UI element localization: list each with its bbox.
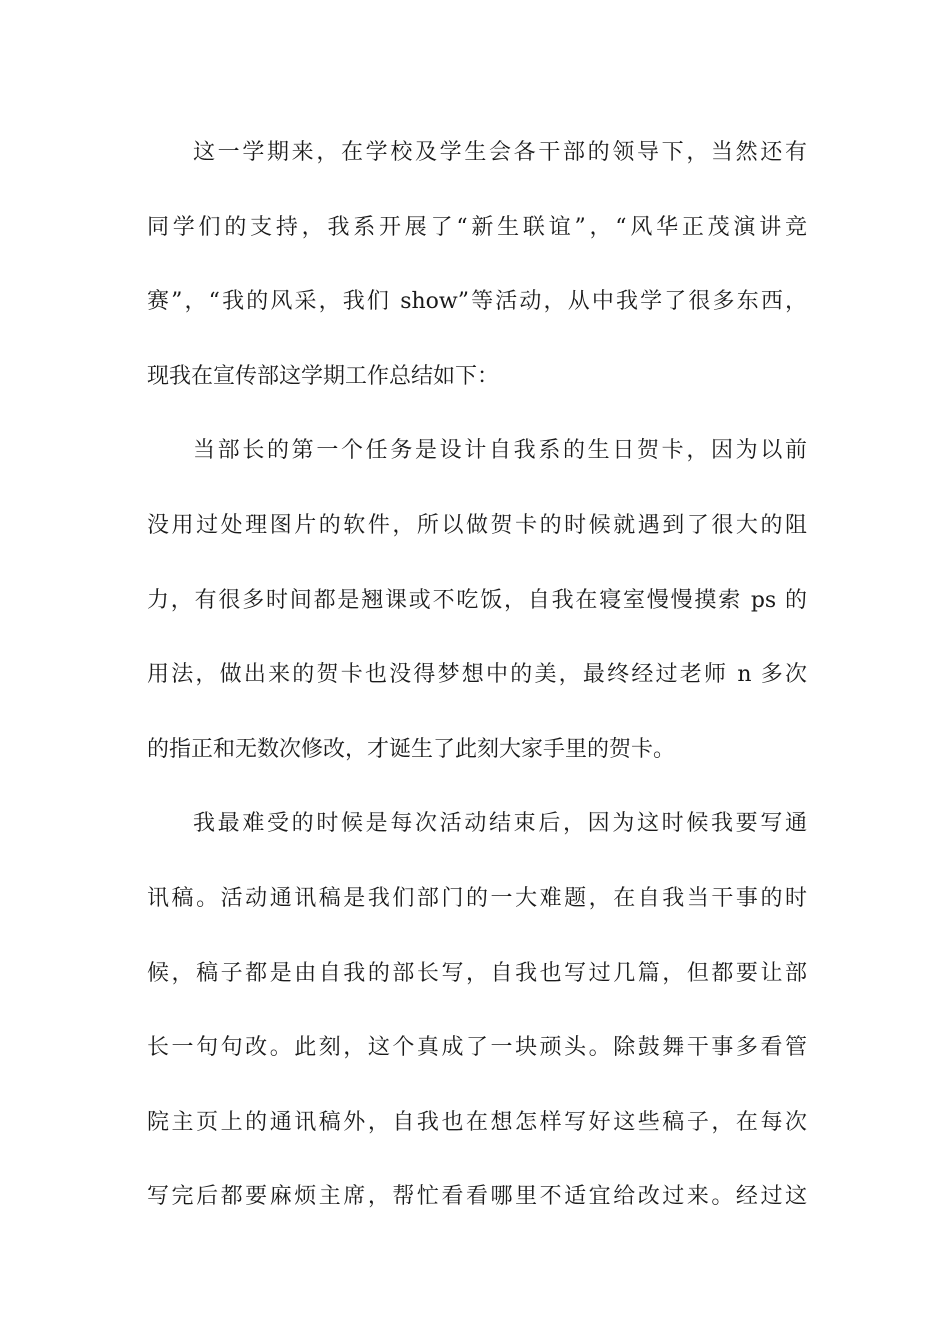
text-line: 力，有很多时间都是翘课或不吃饭，自我在寝室慢慢摸索 ps 的 <box>147 587 807 613</box>
text-line: 这一学期来，在学校及学生会各干部的领导下，当然还有 <box>193 140 807 165</box>
text-line: 的指正和无数次修改，才诞生了此刻大家手里的贺卡。 <box>147 736 676 762</box>
paragraph-3 <box>147 799 807 1247</box>
text-line: 候，稿子都是由自我的部长写，自我也写过几篇，但都要让部 <box>147 960 807 986</box>
text-line: 讯稿。活动通讯稿是我们部门的一大难题，在自我当干事的时 <box>147 885 807 911</box>
text-line: 我最难受的时候是每次活动结束后，因为这时候我要写通 <box>193 811 807 837</box>
text-line: 用法，做出来的贺卡也没得梦想中的美，最终经过老师 n 多次 <box>147 662 807 688</box>
text-line: 院主页上的通讯稿外，自我也在想怎样写好这些稿子，在每次 <box>147 1109 807 1135</box>
text-line: 写完后都要麻烦主席，帮忙看看哪里不适宜给改过来。经过这 <box>147 1184 807 1210</box>
text-line: 现我在宣传部这学期工作总结如下： <box>147 363 500 389</box>
text-line: 长一句句改。此刻，这个真成了一块顽头。除鼓舞干事多看管 <box>147 1035 807 1061</box>
text-line: 同学们的支持，我系开展了“新生联谊”，“风华正茂演讲竞 <box>147 214 807 240</box>
paragraph-1 <box>147 128 807 426</box>
text-line: 当部长的第一个任务是设计自我系的生日贺卡，因为以前 <box>193 438 807 464</box>
text-line: 赛”，“我的风采，我们 show”等活动，从中我学了很多东西， <box>147 289 807 315</box>
document-body <box>147 128 807 1247</box>
text-line: 没用过处理图片的软件，所以做贺卡的时候就遇到了很大的阻 <box>147 512 807 538</box>
paragraph-2 <box>147 426 807 799</box>
